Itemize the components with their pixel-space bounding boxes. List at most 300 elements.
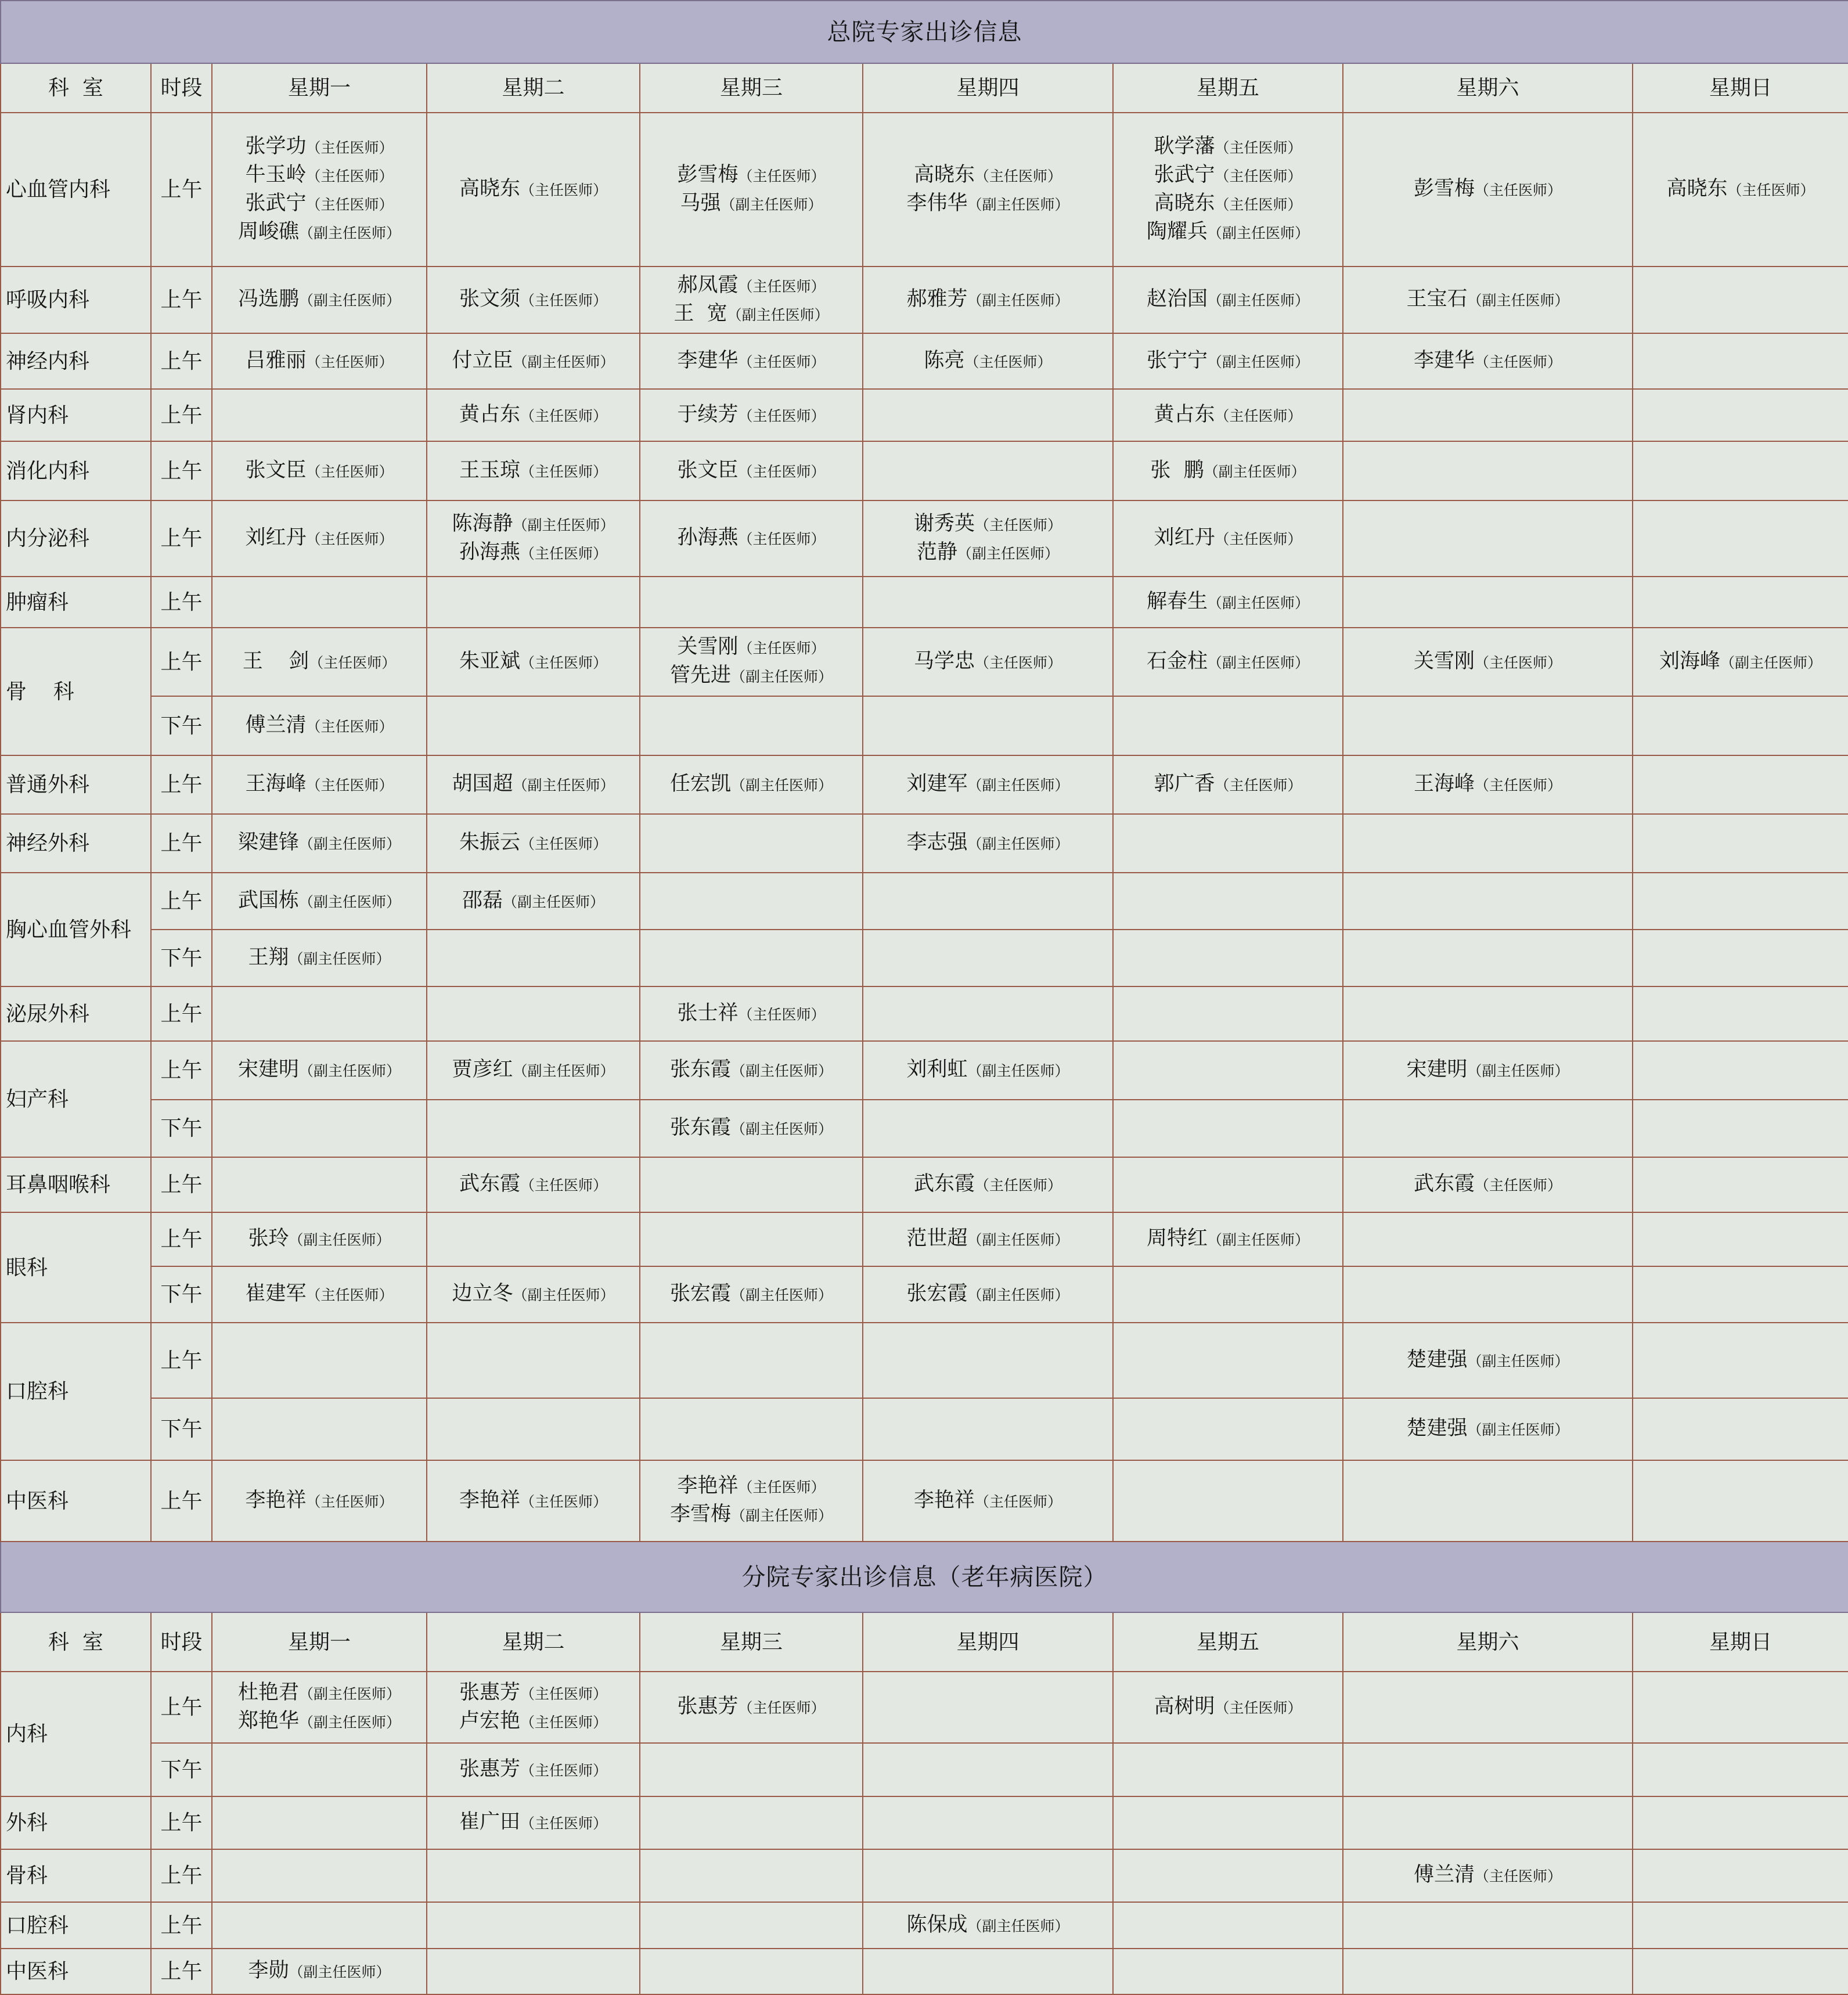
doctor-title: （副主任医师） xyxy=(299,1685,401,1702)
schedule-cell xyxy=(1113,1266,1343,1323)
schedule-cell xyxy=(1343,1398,1633,1460)
doctor-name: 关雪刚 xyxy=(1413,649,1475,673)
schedule-cell xyxy=(212,1796,427,1849)
doctor-title: （主任医师） xyxy=(1215,531,1302,548)
doctor-entry xyxy=(430,175,637,204)
doctor-entry xyxy=(1346,175,1630,204)
department-name: 中医科 xyxy=(1,1949,151,1994)
doctor-entry xyxy=(643,524,860,553)
doctor-name: 李建华 xyxy=(677,348,739,372)
schedule-cell xyxy=(1343,930,1633,986)
time-period: 上午 xyxy=(151,1157,212,1212)
schedule-cell xyxy=(1113,113,1343,267)
doctor-name: 王 宽 xyxy=(673,301,727,325)
doctor-title: （主任医师） xyxy=(306,718,394,735)
doctor-entry xyxy=(430,539,637,567)
department-name: 泌尿外科 xyxy=(1,986,151,1041)
doctor-entry xyxy=(1116,1225,1340,1254)
doctor-name: 张士祥 xyxy=(677,1001,739,1025)
table-row xyxy=(1,1157,1848,1212)
schedule-cell xyxy=(1113,1041,1343,1100)
schedule-cell xyxy=(640,1157,863,1212)
doctor-title: （副主任医师） xyxy=(1467,1063,1569,1079)
schedule-cell xyxy=(212,500,427,577)
schedule-cell xyxy=(1633,1323,1848,1398)
doctor-name: 刘红丹 xyxy=(245,526,307,549)
doctor-title: （副主任医师） xyxy=(727,306,829,323)
doctor-name: 李志强 xyxy=(906,831,968,854)
schedule-cell xyxy=(212,1041,427,1100)
doctor-name: 刘建军 xyxy=(906,772,968,795)
doctor-name: 王海峰 xyxy=(245,772,307,795)
doctor-entry xyxy=(430,1171,637,1199)
schedule-cell xyxy=(863,1949,1113,1994)
schedule-cell xyxy=(1113,873,1343,930)
doctor-entry xyxy=(643,161,860,190)
schedule-cell xyxy=(863,986,1113,1041)
table-row xyxy=(1,628,1848,696)
doctor-name: 李建华 xyxy=(1413,348,1475,372)
schedule-cell xyxy=(640,1902,863,1949)
schedule-cell xyxy=(427,1672,640,1743)
schedule-cell xyxy=(640,1949,863,1994)
table-row xyxy=(1,333,1848,389)
doctor-title: （副主任医师） xyxy=(1720,654,1822,671)
doctor-name: 陈保成 xyxy=(906,1913,968,1936)
doctor-entry xyxy=(430,1708,637,1736)
doctor-title: （主任医师） xyxy=(520,1713,608,1731)
table-row xyxy=(1,1323,1848,1398)
doctor-entry xyxy=(1116,190,1340,218)
doctor-entry xyxy=(643,662,860,690)
doctor-title: （副主任医师） xyxy=(1208,292,1310,309)
doctor-entry xyxy=(215,1708,424,1736)
schedule-cell xyxy=(212,1672,427,1743)
schedule-cell xyxy=(863,814,1113,873)
schedule-cell xyxy=(1633,628,1848,696)
schedule-cell xyxy=(212,986,427,1041)
doctor-title: （副主任医师） xyxy=(513,1287,615,1303)
header-day: 星期日 xyxy=(1633,63,1848,113)
time-period: 下午 xyxy=(151,930,212,986)
schedule-cell xyxy=(212,628,427,696)
schedule-cell xyxy=(640,333,863,389)
schedule-cell xyxy=(1113,500,1343,577)
schedule-cell xyxy=(863,113,1113,267)
doctor-entry xyxy=(643,300,860,329)
doctor-name: 彭雪梅 xyxy=(677,163,739,186)
schedule-cell xyxy=(640,113,863,267)
doctor-name: 周特红 xyxy=(1146,1227,1208,1250)
doctor-name: 杜艳君 xyxy=(237,1680,299,1704)
doctor-name: 陶耀兵 xyxy=(1146,219,1208,243)
doctor-entry xyxy=(866,347,1110,376)
schedule-cell xyxy=(427,333,640,389)
doctor-name: 楚建强 xyxy=(1406,1417,1468,1440)
header-day: 星期二 xyxy=(427,1612,640,1672)
doctor-title: （副主任医师） xyxy=(1208,1231,1310,1248)
schedule-cell xyxy=(1113,577,1343,628)
schedule-cell xyxy=(427,1100,640,1157)
schedule-cell xyxy=(427,389,640,441)
schedule-cell xyxy=(427,441,640,500)
schedule-cell xyxy=(1343,755,1633,814)
doctor-entry xyxy=(430,648,637,676)
schedule-cell xyxy=(640,441,863,500)
department-name: 妇产科 xyxy=(1,1041,151,1157)
doctor-entry xyxy=(430,510,637,539)
schedule-cell xyxy=(427,267,640,333)
schedule-cell xyxy=(640,814,863,873)
doctor-name: 张文臣 xyxy=(245,458,307,482)
doctor-title: （主任医师） xyxy=(1215,196,1302,213)
doctor-title: （主任医师） xyxy=(520,292,608,309)
doctor-entry xyxy=(215,1487,424,1515)
schedule-cell xyxy=(427,930,640,986)
table-row xyxy=(1,1041,1848,1100)
time-period: 下午 xyxy=(151,696,212,755)
doctor-title: （主任医师） xyxy=(520,1815,608,1832)
schedule-cell xyxy=(427,500,640,577)
schedule-cell xyxy=(640,389,863,441)
doctor-entry xyxy=(643,1114,860,1143)
doctor-name: 李艳祥 xyxy=(459,1488,520,1512)
schedule-cell xyxy=(212,1100,427,1157)
schedule-cell xyxy=(1343,1157,1633,1212)
doctor-entry xyxy=(430,1679,637,1708)
time-period: 上午 xyxy=(151,1902,212,1949)
header-dept: 科 室 xyxy=(1,63,151,113)
doctor-title: （主任医师） xyxy=(306,196,394,213)
doctor-title: （副主任医师） xyxy=(1208,654,1310,671)
department-name: 呼吸内科 xyxy=(1,267,151,333)
doctor-entry xyxy=(1116,347,1340,376)
header-row xyxy=(1,63,1848,113)
schedule-cell xyxy=(1113,1796,1343,1849)
schedule-cell xyxy=(427,1323,640,1398)
time-period: 上午 xyxy=(151,755,212,814)
schedule-cell xyxy=(427,1398,640,1460)
doctor-title: （主任医师） xyxy=(1475,654,1562,671)
doctor-entry xyxy=(215,770,424,799)
time-period: 上午 xyxy=(151,1323,212,1398)
department-name: 肾内科 xyxy=(1,389,151,441)
schedule-cell xyxy=(1633,1212,1848,1266)
doctor-title: （副主任医师） xyxy=(967,777,1069,794)
doctor-entry xyxy=(215,648,424,676)
doctor-entry xyxy=(1346,1861,1630,1890)
schedule-cell xyxy=(1343,1460,1633,1542)
doctor-title: （主任医师） xyxy=(975,1177,1062,1194)
schedule-cell xyxy=(427,577,640,628)
doctor-title: （主任医师） xyxy=(964,353,1052,370)
doctor-name: 黄占东 xyxy=(1154,402,1215,426)
schedule-cell xyxy=(1633,267,1848,333)
time-period: 上午 xyxy=(151,333,212,389)
doctor-title: （副主任医师） xyxy=(721,196,823,213)
schedule-cell xyxy=(863,333,1113,389)
schedule-cell xyxy=(427,1743,640,1796)
header-day: 星期三 xyxy=(640,1612,863,1672)
doctor-entry xyxy=(643,633,860,662)
doctor-title: （副主任医师） xyxy=(731,1507,833,1524)
schedule-cell xyxy=(1343,389,1633,441)
doctor-entry xyxy=(215,1957,424,1986)
table-row xyxy=(1,1672,1848,1743)
doctor-name: 郑艳华 xyxy=(237,1709,299,1733)
schedule-cell xyxy=(427,1157,640,1212)
doctor-name: 张惠芳 xyxy=(459,1680,520,1704)
schedule-cell xyxy=(212,1398,427,1460)
table-row xyxy=(1,1949,1848,1994)
doctor-title: （副主任医师） xyxy=(967,1287,1069,1303)
doctor-title: （主任医师） xyxy=(738,167,826,185)
schedule-cell xyxy=(1343,1323,1633,1398)
doctor-name: 张 鹏 xyxy=(1150,458,1204,482)
doctor-name: 李艳祥 xyxy=(245,1488,307,1512)
time-period: 下午 xyxy=(151,1266,212,1323)
schedule-cell xyxy=(640,1796,863,1849)
doctor-name: 张宏霞 xyxy=(906,1282,968,1305)
time-period: 下午 xyxy=(151,1743,212,1796)
time-period: 上午 xyxy=(151,1672,212,1743)
department-name: 心血管内科 xyxy=(1,113,151,267)
schedule-cell xyxy=(863,930,1113,986)
doctor-entry xyxy=(430,1487,637,1515)
doctor-title: （主任医师） xyxy=(738,353,826,370)
doctor-entry xyxy=(215,161,424,190)
schedule-cell xyxy=(863,1266,1113,1323)
table-row xyxy=(1,113,1848,267)
doctor-name: 郝凤霞 xyxy=(677,273,739,297)
doctor-title: （主任医师） xyxy=(309,654,397,671)
schedule-cell xyxy=(863,696,1113,755)
schedule-cell xyxy=(863,1323,1113,1398)
doctor-entry xyxy=(643,347,860,376)
doctor-entry xyxy=(215,1679,424,1708)
doctor-title: （主任医师） xyxy=(520,463,608,480)
doctor-entry xyxy=(866,286,1110,314)
schedule-cell xyxy=(1633,1796,1848,1849)
doctor-title: （主任医师） xyxy=(975,1493,1062,1510)
doctor-name: 宋建明 xyxy=(1406,1058,1468,1081)
doctor-name: 李艳祥 xyxy=(913,1488,975,1512)
doctor-title: （主任医师） xyxy=(1475,1177,1562,1194)
table-row xyxy=(1,577,1848,628)
doctor-name: 赵治国 xyxy=(1146,287,1208,311)
doctor-title: （主任医师） xyxy=(738,463,826,480)
doctor-title: （主任医师） xyxy=(520,182,608,199)
doctor-title: （主任医师） xyxy=(1475,353,1562,370)
doctor-title: （副主任医师） xyxy=(967,836,1069,852)
schedule-cell xyxy=(1343,267,1633,333)
schedule-cell xyxy=(640,1323,863,1398)
department-name: 消化内科 xyxy=(1,441,151,500)
doctor-name: 马学忠 xyxy=(913,649,975,673)
schedule-cell xyxy=(212,1902,427,1949)
schedule-cell xyxy=(212,696,427,755)
schedule-cell xyxy=(1633,1100,1848,1157)
doctor-name: 邵磊 xyxy=(462,888,503,912)
doctor-title: （主任医师） xyxy=(738,278,826,295)
doctor-entry xyxy=(643,1280,860,1309)
doctor-title: （副主任医师） xyxy=(299,292,401,309)
doctor-name: 王 剑 xyxy=(242,649,309,673)
doctor-title: （主任医师） xyxy=(1475,1868,1562,1885)
doctor-entry xyxy=(430,1756,637,1784)
doctor-entry xyxy=(1636,175,1846,204)
schedule-cell xyxy=(1113,1949,1343,1994)
doctor-name: 周峻礁 xyxy=(237,219,299,243)
doctor-title: （副主任医师） xyxy=(1467,1352,1569,1370)
doctor-title: （主任医师） xyxy=(1215,777,1302,794)
header-day: 星期四 xyxy=(863,1612,1113,1672)
header-period: 时段 xyxy=(151,63,212,113)
schedule-cell xyxy=(1633,1157,1848,1212)
doctor-entry xyxy=(643,1056,860,1085)
doctor-title: （主任医师） xyxy=(738,407,826,424)
schedule-cell xyxy=(863,1849,1113,1902)
schedule-cell xyxy=(640,1398,863,1460)
doctor-title: （副主任医师） xyxy=(299,1713,401,1731)
schedule-cell xyxy=(1113,267,1343,333)
doctor-title: （副主任医师） xyxy=(299,224,401,242)
doctor-entry xyxy=(215,190,424,218)
header-day: 星期六 xyxy=(1343,63,1633,113)
doctor-title: （主任医师） xyxy=(520,836,608,852)
table-row xyxy=(1,814,1848,873)
time-period: 上午 xyxy=(151,814,212,873)
schedule-cell xyxy=(1113,1323,1343,1398)
doctor-entry xyxy=(430,347,637,376)
schedule-cell xyxy=(1113,1460,1343,1542)
schedule-cell xyxy=(863,1460,1113,1542)
doctor-title: （副主任医师） xyxy=(513,516,615,534)
doctor-entry xyxy=(215,133,424,161)
schedule-cell xyxy=(863,389,1113,441)
doctor-entry xyxy=(1116,161,1340,190)
doctor-title: （副主任医师） xyxy=(967,196,1069,213)
doctor-entry xyxy=(1346,1415,1630,1443)
schedule-cell xyxy=(863,1672,1113,1743)
doctor-title: （主任医师） xyxy=(1215,167,1302,185)
schedule-cell xyxy=(1343,696,1633,755)
schedule-cell xyxy=(1633,577,1848,628)
doctor-title: （副主任医师） xyxy=(299,1063,401,1079)
doctor-name: 傅兰清 xyxy=(1413,1863,1475,1886)
doctor-name: 黄占东 xyxy=(459,402,520,426)
doctor-name: 李艳祥 xyxy=(677,1474,739,1497)
schedule-cell xyxy=(1343,1796,1633,1849)
schedule-cell xyxy=(1633,1460,1848,1542)
doctor-title: （副主任医师） xyxy=(967,1063,1069,1079)
schedule-cell xyxy=(212,814,427,873)
schedule-cell xyxy=(640,1266,863,1323)
doctor-entry xyxy=(215,347,424,376)
doctor-name: 武东霞 xyxy=(1413,1172,1475,1195)
header-day: 星期三 xyxy=(640,63,863,113)
time-period: 上午 xyxy=(151,986,212,1041)
doctor-name: 朱亚斌 xyxy=(459,649,520,673)
schedule-cell xyxy=(427,1796,640,1849)
doctor-title: （主任医师） xyxy=(520,407,608,424)
doctor-title: （主任医师） xyxy=(1727,182,1815,199)
doctor-name: 张宏霞 xyxy=(669,1282,731,1305)
doctor-title: （副主任医师） xyxy=(299,836,401,852)
schedule-cell xyxy=(640,696,863,755)
time-period: 上午 xyxy=(151,441,212,500)
doctor-entry xyxy=(1116,401,1340,430)
schedule-cell xyxy=(1343,1849,1633,1902)
doctor-title: （副主任医师） xyxy=(289,950,391,967)
doctor-name: 张宁宁 xyxy=(1146,348,1208,372)
schedule-cell xyxy=(1343,500,1633,577)
department-name: 神经内科 xyxy=(1,333,151,389)
doctor-entry xyxy=(1346,1171,1630,1199)
schedule-cell xyxy=(1113,441,1343,500)
schedule-cell xyxy=(427,628,640,696)
schedule-cell xyxy=(640,628,863,696)
schedule-cell xyxy=(1633,389,1848,441)
table-row xyxy=(1,1460,1848,1542)
doctor-name: 边立冬 xyxy=(452,1282,513,1305)
doctor-name: 卢宏艳 xyxy=(459,1709,520,1733)
doctor-entry xyxy=(1116,524,1340,553)
doctor-name: 彭雪梅 xyxy=(1413,177,1475,200)
doctor-title: （副主任医师） xyxy=(731,1287,833,1303)
doctor-entry xyxy=(215,887,424,916)
doctor-title: （主任医师） xyxy=(306,1493,394,1510)
time-period: 上午 xyxy=(151,389,212,441)
schedule-cell xyxy=(640,267,863,333)
doctor-name: 武国栋 xyxy=(237,888,299,912)
doctor-entry xyxy=(215,457,424,485)
doctor-title: （主任医师） xyxy=(1215,139,1302,156)
doctor-entry xyxy=(866,539,1110,567)
doctor-name: 朱振云 xyxy=(459,831,520,854)
schedule-cell xyxy=(863,1398,1113,1460)
table-row xyxy=(1,986,1848,1041)
doctor-title: （主任医师） xyxy=(306,139,394,156)
doctor-name: 王玉琼 xyxy=(459,458,520,482)
schedule-cell xyxy=(1343,1743,1633,1796)
schedule-cell xyxy=(427,696,640,755)
doctor-title: （主任医师） xyxy=(1475,182,1562,199)
schedule-cell xyxy=(1633,1041,1848,1100)
schedule-cell xyxy=(1633,696,1848,755)
doctor-title: （主任医师） xyxy=(306,1287,394,1303)
doctor-entry xyxy=(1346,648,1630,676)
doctor-title: （副主任医师） xyxy=(1208,594,1310,611)
table-row xyxy=(1,1902,1848,1949)
time-period: 上午 xyxy=(151,500,212,577)
schedule-cell xyxy=(1113,930,1343,986)
department-name: 肿瘤科 xyxy=(1,577,151,628)
time-period: 上午 xyxy=(151,1796,212,1849)
doctor-entry xyxy=(643,1501,860,1529)
doctor-title: （主任医师） xyxy=(975,516,1062,534)
schedule-cell xyxy=(212,1266,427,1323)
schedule-cell xyxy=(1633,1849,1848,1902)
doctor-entry xyxy=(430,770,637,799)
doctor-name: 冯选鹏 xyxy=(237,287,299,311)
schedule-cell xyxy=(427,1902,640,1949)
table-row xyxy=(1,873,1848,930)
schedule-cell xyxy=(863,267,1113,333)
doctor-entry xyxy=(215,944,424,973)
table-row xyxy=(1,500,1848,577)
department-name: 骨 科 xyxy=(1,628,151,755)
